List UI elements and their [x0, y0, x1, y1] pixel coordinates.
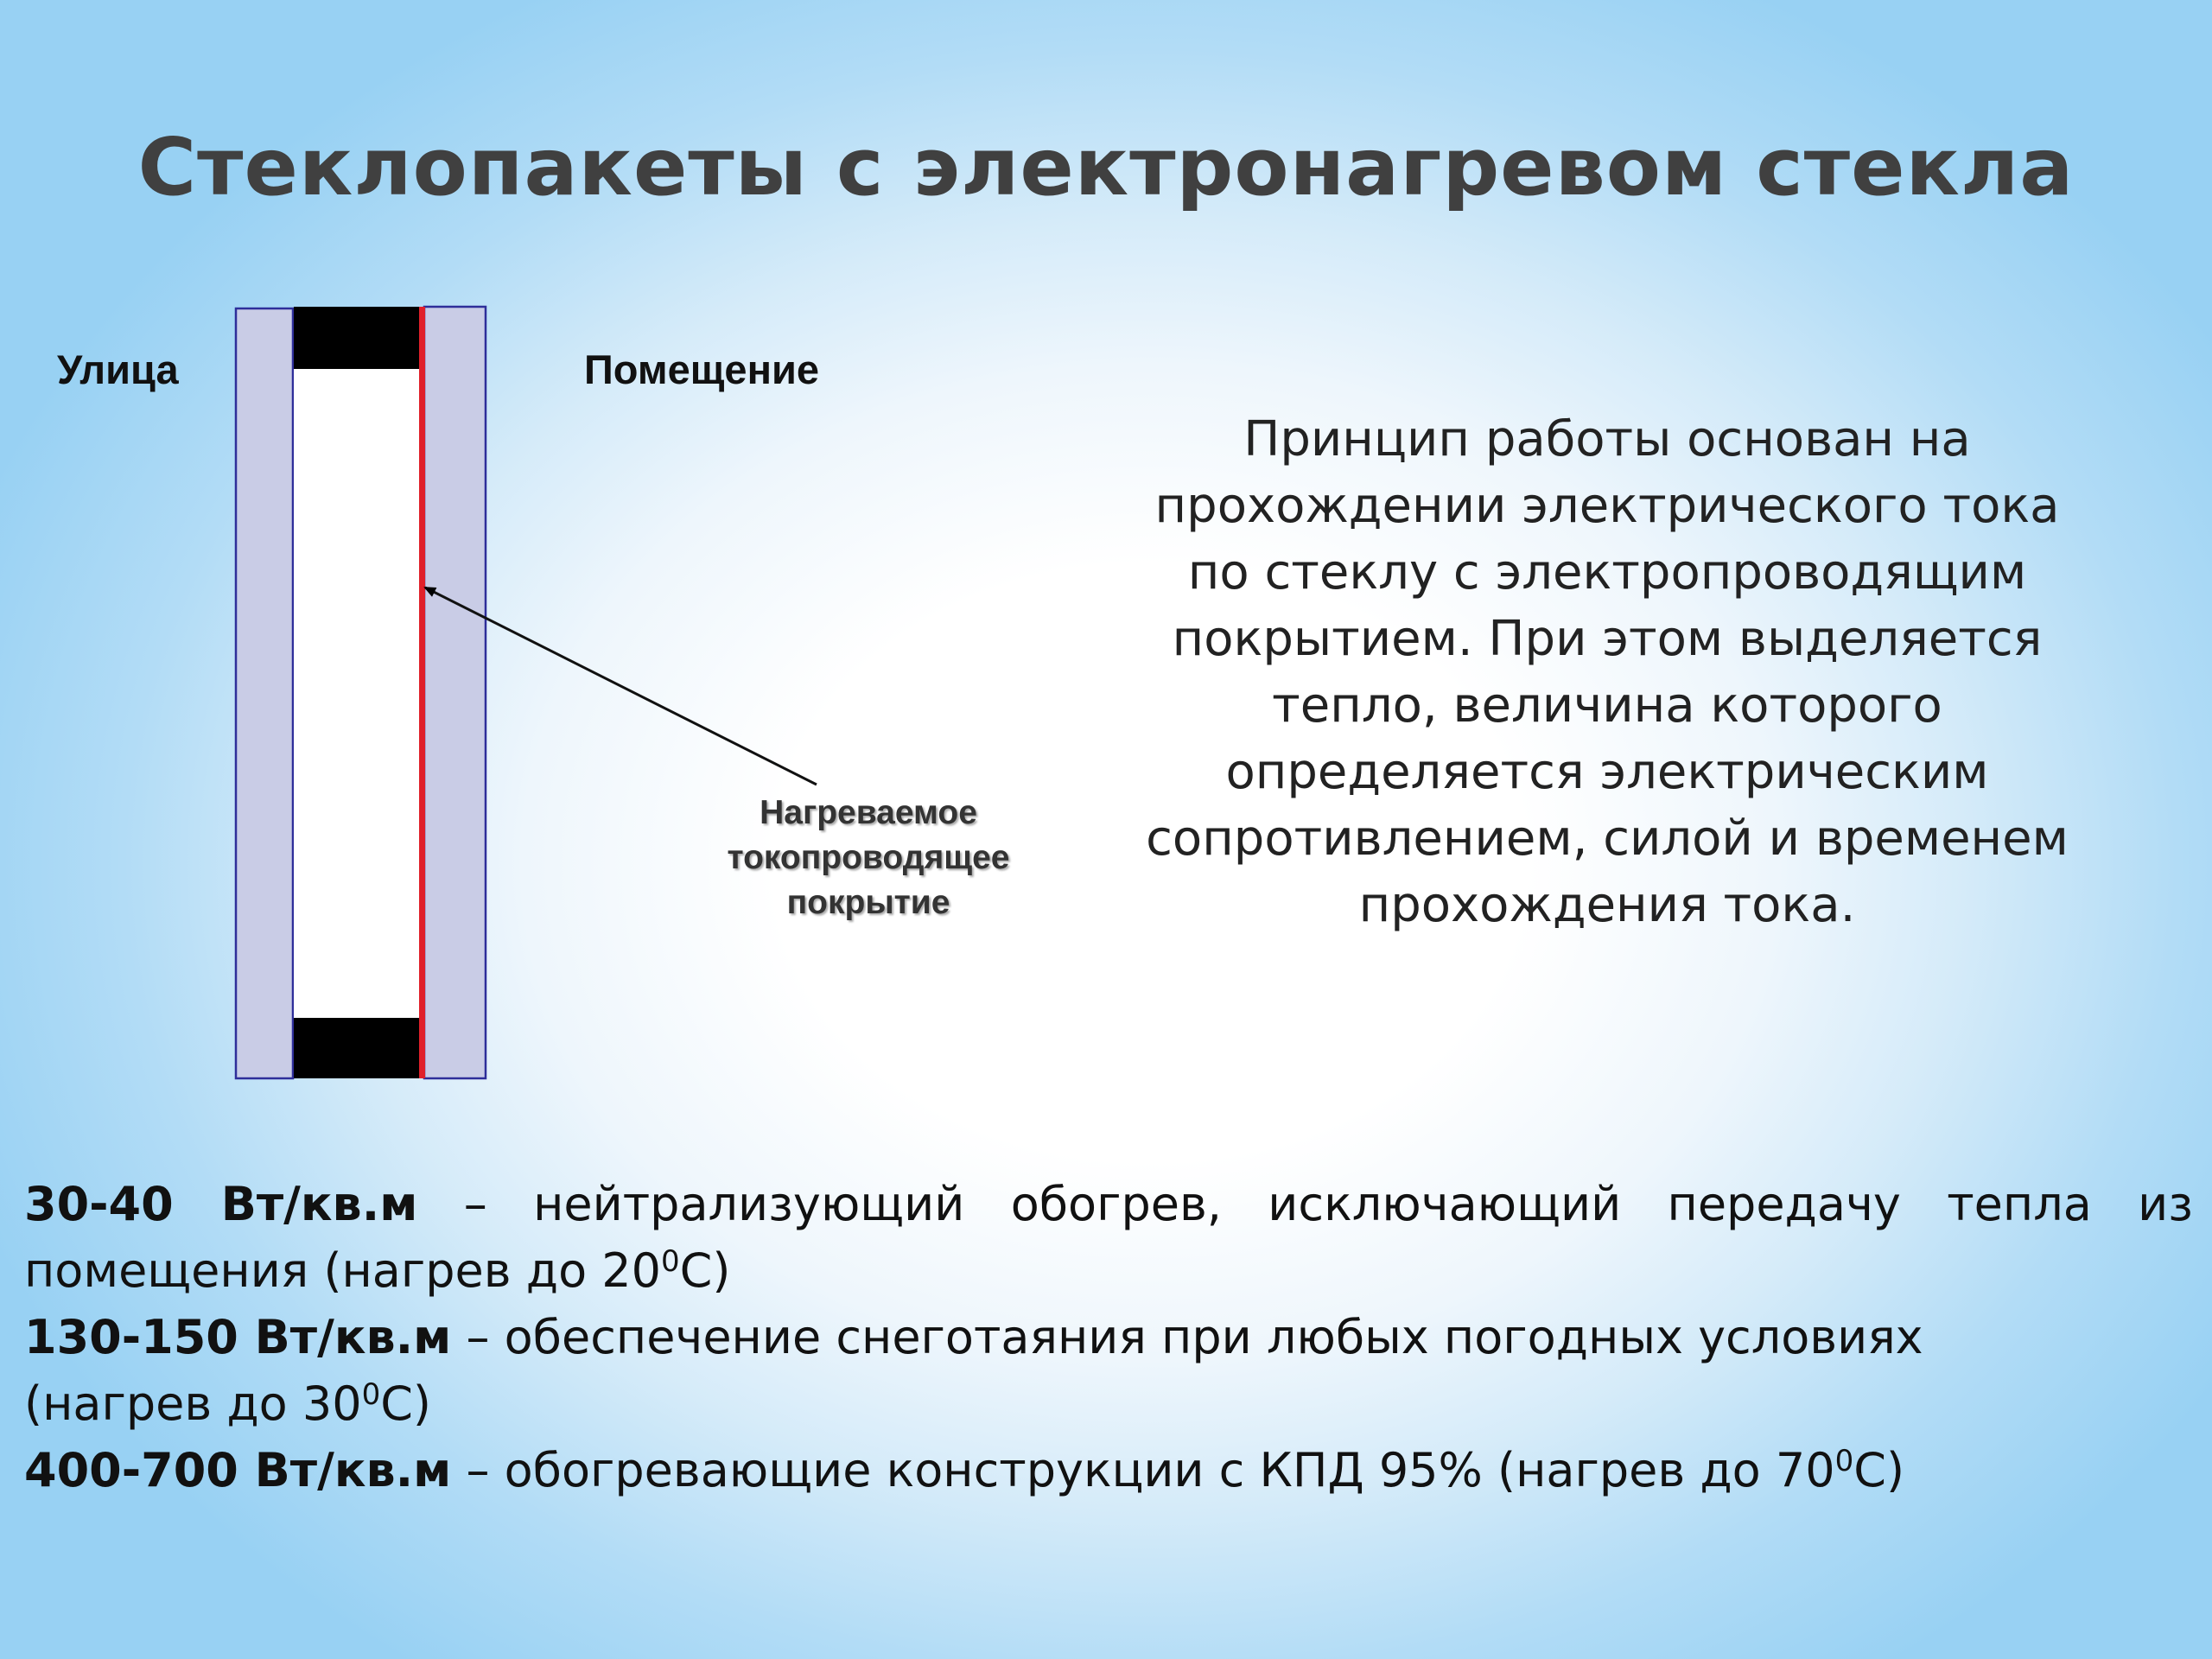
degree-superscript: 0: [1834, 1444, 1854, 1478]
spec-text: – нейтрализующий обогрев, исключающий передачу тепла из помещения (нагрев до 20: [24, 1177, 2193, 1298]
coating-callout-label: [683, 791, 1054, 925]
heating-coating-layer: [419, 307, 425, 1078]
spec-item: [24, 1171, 2193, 1304]
degree-superscript: 0: [661, 1244, 680, 1279]
double-glazing-diagram: [0, 0, 1123, 1123]
spec-text: – обогревающие конструкции с КПД 95% (нагрев до 70: [451, 1443, 1835, 1497]
principle-line: по стеклу с электропроводящим: [1187, 544, 2027, 601]
callout-line: токопроводящее: [727, 839, 1010, 876]
principle-line: прохождения тока.: [1358, 877, 1856, 933]
callout-line: покрытие: [786, 884, 950, 921]
label-outside: Улица: [57, 346, 179, 392]
spec-tail: С): [380, 1376, 431, 1431]
spec-item: [24, 1304, 2193, 1370]
slide-title: Стеклопакеты с электронагревом стекла: [137, 121, 2075, 213]
spec-tail: С): [1853, 1443, 1905, 1497]
spec-power: 130-150 Вт/кв.м: [24, 1310, 452, 1364]
principle-line: определяется электрическим: [1225, 744, 1989, 800]
label-room: Помещение: [584, 346, 819, 392]
principle-line: тепло, величина которого: [1272, 677, 1942, 734]
degree-superscript: 0: [361, 1377, 381, 1412]
bottom-spacer: [294, 1018, 421, 1078]
spec-text: (нагрев до 30: [24, 1376, 362, 1431]
spec-power: 30-40 Вт/кв.м: [24, 1177, 418, 1231]
callout-line: Нагреваемое: [760, 794, 977, 831]
power-specs-list: [24, 1171, 2193, 1503]
inner-glass-pane: [424, 307, 486, 1078]
air-gap: [294, 369, 421, 1018]
principle-line: Принцип работы основан на: [1243, 411, 1971, 467]
principle-line: сопротивлением, силой и временем: [1146, 810, 2069, 867]
spec-item-continuation: [24, 1370, 2193, 1437]
spec-power: 400-700 Вт/кв.м: [24, 1443, 452, 1497]
spec-text: – обеспечение снеготаяния при любых погодных условиях: [451, 1310, 1923, 1364]
spec-tail: С): [679, 1243, 731, 1298]
spec-item: [24, 1437, 2193, 1503]
outer-glass-pane: [236, 308, 293, 1078]
principle-description: [1071, 406, 2143, 938]
principle-line: покрытием. При этом выделяется: [1172, 611, 2043, 667]
top-spacer: [294, 307, 421, 369]
principle-line: прохождении электрического тока: [1154, 478, 2060, 534]
